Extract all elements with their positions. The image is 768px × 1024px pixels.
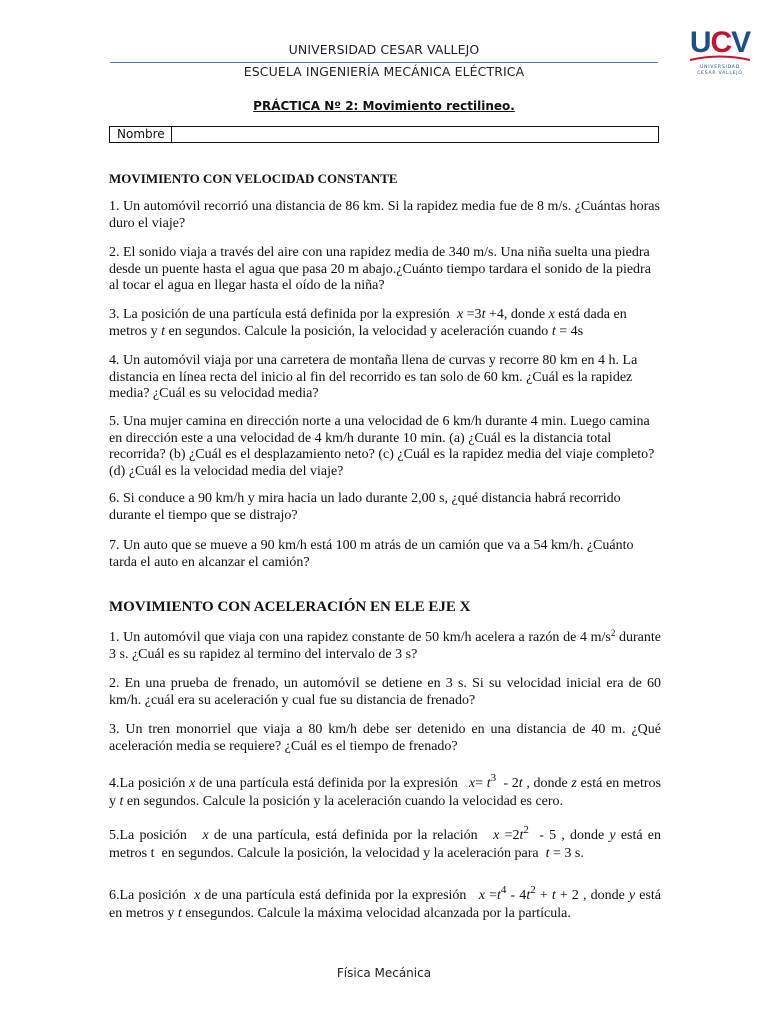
problem-2-4: 4.La posición x de una partícula está definida por la expresión $x= t^3 - 2t$ , donde z está en metros y t en segundos. Calcule la posición y la aceleración cuando la velocidad es cero. bbox=[109, 772, 661, 809]
problem-1-5: 5. Una mujer camina en dirección norte a una velocidad de 6 km/h durante 4 min. Luego camina en dirección este a una velocidad de 4 km/h durante 10 min. (a) ¿Cuál es la distancia total recorrida? (b) ¿Cuál es el desplazamiento neto? (c) ¿Cuál es la rapidez media del viaje completo? (d) ¿Cuál es la velocidad media del viaje? bbox=[109, 414, 655, 479]
problem-2-1: 1. Un automóvil que viaja con una rapidez constante de 50 km/h acelera a razón de 4 $m/s^2$ durante 3 s. ¿Cuál es su rapidez al termino del intervalo de 3 s? bbox=[109, 628, 661, 662]
name-label: Nombre bbox=[110, 127, 172, 142]
problem-2-2: 2. En una prueba de frenado, un automóvil se detiene en 3 s. Si su velocidad inicial era de 60 km/h. ¿cuál era su aceleración y cual fue su distancia de frenado? bbox=[109, 676, 661, 708]
problem-1-7: 7. Un auto que se mueve a 90 km/h está 100 m atrás de un camión que va a 54 km/h. ¿Cuánto tarda el auto en alcanzar el camión? bbox=[109, 538, 634, 570]
name-field[interactable] bbox=[109, 126, 659, 143]
problem-1-1: 1. Un automóvil recorrió una distancia de 86 km. Si la rapidez media fue de 8 m/s. ¿Cuántas horas duro el viaje? bbox=[109, 199, 660, 231]
section-heading-acceleration: MOVIMIENTO CON ACELERACIÓN EN ELE EJE X bbox=[109, 599, 471, 615]
header-rule bbox=[110, 62, 658, 63]
footer-course: Física Mecánica bbox=[336, 966, 432, 980]
problem-2-6: 6.La posición x de una partícula está definida por la expresión $x =t^4 - 4t^2 + t + 2$ , donde y está en metros y t ensegundos. Calcule la máxima velocidad alcanzada por la partícula. bbox=[109, 884, 662, 921]
ucv-logo bbox=[684, 22, 756, 82]
problem-2-5: 5.La posición x de una partícula, está definida por la relación $x =2t^2 - 5$ , donde y está en metros t en segundos. Calcule la posición, la velocidad y la aceleración para t = 3 s. bbox=[109, 824, 661, 861]
university-name: UNIVERSIDAD CESAR VALLEJO bbox=[288, 42, 480, 57]
section-heading-constant-velocity: MOVIMIENTO CON VELOCIDAD CONSTANTE bbox=[109, 171, 398, 186]
practice-title: PRÁCTICA Nº 2: Movimiento rectilineo. bbox=[253, 99, 515, 113]
problem-1-4: 4. Un automóvil viaja por una carretera de montaña llena de curvas y recorre 80 km en 4 h. La distancia en línea recta del inicio al fin del recorrido es tan solo de 60 km. ¿Cuál es la rapidez media? ¿Cuál es su velocidad media? bbox=[109, 353, 638, 401]
problem-2-3: 3. Un tren monorriel que viaja a 80 km/h debe ser detenido en una distancia de 40 m. ¿Qué aceleración media se requiere? ¿Cuál es el tiempo de frenado? bbox=[109, 722, 661, 754]
school-name: ESCUELA INGENIERÍA MECÁNICA ELÉCTRICA bbox=[243, 64, 525, 79]
problem-1-2: 2. El sonido viaja a través del aire con una rapidez media de 340 m/s. Una niña suelta una piedra desde un puente hasta el agua que pasa 20 m abajo.¿Cuánto tiempo tardara el sonido de la piedra al tocar el agua en llegar hasta el oído de la niña? bbox=[109, 245, 651, 293]
svg-text:UCV: UCV bbox=[689, 26, 751, 59]
problem-1-3: 3. La posición de una partícula está definida por la expresión x =3t +4, donde x está dada en metros y t en segundos. Calcule la posición, la velocidad y aceleración cuando t = 4s bbox=[109, 307, 627, 339]
problem-1-6: 6. Si conduce a 90 km/h y mira hacia un lado durante 2,00 s, ¿qué distancia habrá recorrido durante el tiempo que se distrajo? bbox=[109, 491, 621, 523]
svg-text:CESAR VALLEJO: CESAR VALLEJO bbox=[697, 71, 743, 76]
svg-text:UNIVERSIDAD: UNIVERSIDAD bbox=[700, 65, 740, 70]
